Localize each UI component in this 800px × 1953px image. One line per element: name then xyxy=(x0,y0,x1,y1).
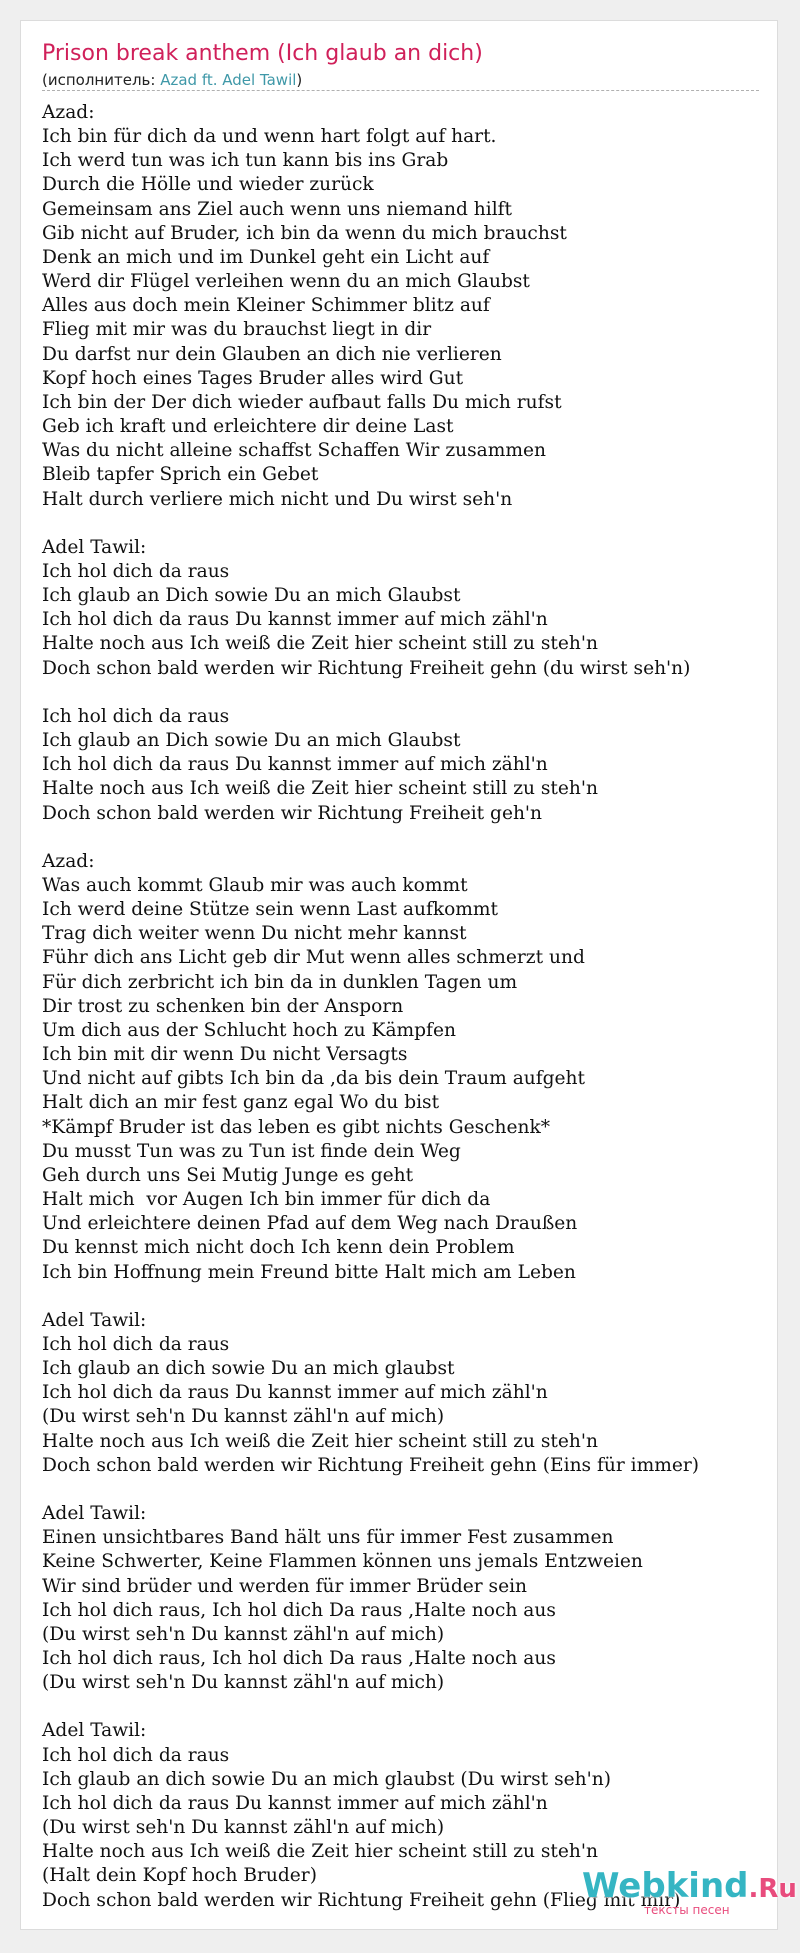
performer-suffix: ) xyxy=(296,71,303,89)
webkind-logo[interactable] xyxy=(560,1865,797,1925)
lyrics-text: Azad: Ich bin für dich da und wenn hart folgt auf hart. Ich werd tun was ich tun kann bis ins Grab Durch die Hölle und wieder zurück Gemeinsam ans Ziel auch wenn uns niemand hilft Gib nicht auf Bruder, ich bin da wenn du mich brauchst Denk an mich und im Dunkel geht ein Licht auf Werd dir Flügel verleihen wenn du an mich Glaubst Alles aus doch mein Kleiner Schimmer blitz auf Flieg mit mir was du brauchst liegt in dir Du darfst nur dein Glauben an dich nie verlieren Kopf hoch eines Tages Bruder alles wird Gut Ich bin der Der dich wieder aufbaut falls Du mich rufst Geb ich kraft und erleichtere dir deine Last Was du nicht alleine schaffst Schaffen Wir zusammen Bleib tapfer Sprich ein Gebet Halt durch verliere mich nicht und Du wirst seh'n Adel Tawil: Ich hol dich da raus Ich glaub an Dich sowie Du an mich Glaubst Ich hol dich da raus Du kannst immer auf mich zähl'n Halte noch aus Ich weiß die Zeit hier scheint still zu steh'n Doch schon bald werden wir Richtung Freiheit gehn (du wirst seh'n) Ich hol dich da raus Ich glaub an Dich sowie Du an mich Glaubst Ich hol dich da raus Du kannst immer auf mich zähl'n Halte noch aus Ich weiß die Zeit hier scheint still zu steh'n Doch schon bald werden wir Richtung Freiheit geh'n Azad: Was auch kommt Glaub mir was auch kommt Ich werd deine Stütze sein wenn Last aufkommt Trag dich weiter wenn Du nicht mehr kannst Führ dich ans Licht geb dir Mut wenn alles schmerzt und Für dich zerbricht ich bin da in dunklen Tagen um Dir trost zu schenken bin der Ansporn Um dich aus der Schlucht hoch zu Kämpfen Ich bin mit dir wenn Du nicht Versagts Und nicht auf gibts Ich bin da ,da bis dein Traum aufgeht Halt dich an mir fest ganz egal Wo du bist *Kämpf Bruder ist das leben es gibt nichts Geschenk* Du musst Tun was zu Tun ist finde dein Weg Geh durch uns Sei Mutig Junge es geht Halt mich vor Augen Ich bin immer für dich da Und erleichtere deinen Pfad auf dem Weg nach Draußen Du kennst mich nicht doch Ich kenn dein Problem Ich bin Hoffnung mein Freund bitte Halt mich am Leben Adel Tawil: Ich hol dich da raus Ich glaub an dich sowie Du an mich glaubst Ich hol dich da raus Du kannst immer auf mich zähl'n (Du wirst seh'n Du kannst zähl'n auf mich) Halte noch aus Ich weiß die Zeit hier scheint still zu steh'n Doch schon bald werden wir Richtung Freiheit gehn (Eins für immer) Adel Tawil: Einen unsichtbares Band hält uns für immer Fest zusammen Keine Schwerter, Keine Flammen können uns jemals Entzweien Wir sind brüder und werden für immer Brüder sein Ich hol dich raus, Ich hol dich Da raus ,Halte noch aus (Du wirst seh'n Du kannst zähl'n auf mich) Ich hol dich raus, Ich hol dich Da raus ,Halte noch aus (Du wirst seh'n Du kannst zähl'n auf mich) Adel Tawil: Ich hol dich da raus Ich glaub an dich sowie Du an mich glaubst (Du wirst seh'n) Ich hol dich da raus Du kannst immer auf mich zähl'n (Du wirst seh'n Du kannst zähl'n auf mich) Halte noch aus Ich weiß die Zeit hier scheint still zu steh'n (Halt dein Kopf hoch Bruder) Doch schon bald werden wir Richtung Freiheit gehn (Flieg mit mir) xyxy=(42,102,700,1911)
performer-line xyxy=(42,70,759,91)
lyrics-card xyxy=(20,20,778,1930)
logo-name: Webkind xyxy=(582,1866,749,1906)
logo-tld: .Ru xyxy=(748,1874,797,1904)
performer-link[interactable]: Azad ft. Adel Tawil xyxy=(160,71,297,89)
song-title: Prison break anthem (Ich glaub an dich) xyxy=(42,41,483,66)
performer-prefix: (исполнитель: xyxy=(42,71,161,89)
logo-tagline: тексты песен xyxy=(644,1903,730,1917)
